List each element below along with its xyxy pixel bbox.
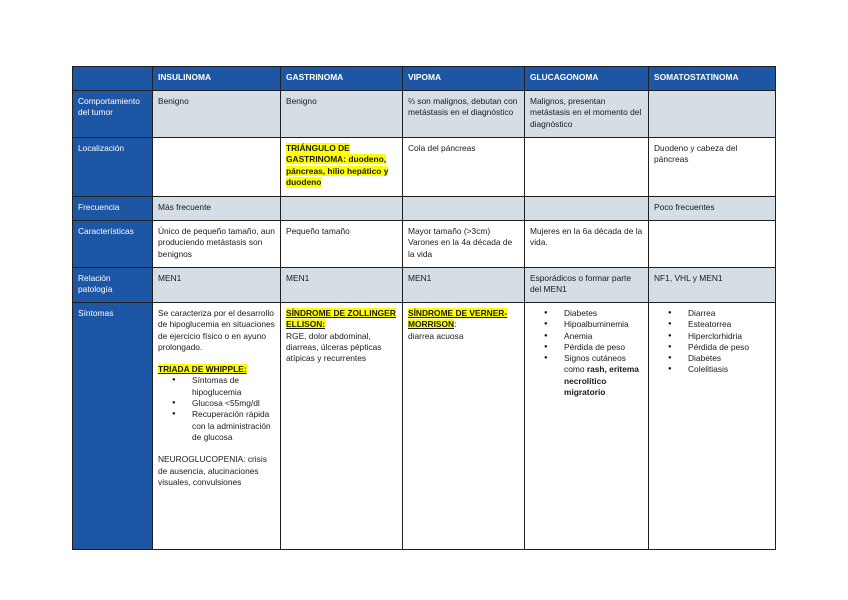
- list-item: ● Síntomas de hipoglucemia: [192, 375, 275, 398]
- list-item: ● Diabetes: [688, 353, 770, 364]
- cell-localizacion-vipoma: Cola del páncreas: [403, 138, 525, 197]
- tumor-comparison-table: [72, 66, 776, 550]
- cell-frecuencia-somatostatinoma: Poco frecuentes: [649, 197, 776, 221]
- list-item: ● Esteatorrea: [688, 319, 770, 330]
- cell-caracteristicas-gastrinoma: Pequeño tamaño: [281, 221, 403, 268]
- neuroglucopenia-text: NEUROGLUCOPENIA: crisis de ausencia, alucinaciones visuales, convulsiones: [158, 454, 267, 487]
- gastrinoma-triangle-highlight: TRIÁNGULO DE GASTRINOMA: duodeno, páncreas, hilio hepático y duodeno: [286, 143, 389, 187]
- skin-signs-text: Signos cutáneos como: [564, 353, 626, 375]
- insulinoma-intro-text: Se caracteriza por el desarrollo de hipoglucemia en situaciones de ejercicio físico o en ayuno prolongado.: [158, 308, 275, 352]
- row-label-sintomas: Síntomas: [73, 303, 153, 550]
- list-item: ● Pérdida de peso: [688, 342, 770, 353]
- cell-frecuencia-glucagonoma: [525, 197, 649, 221]
- cell-localizacion-somatostatinoma: Duodeno y cabeza del páncreas: [649, 138, 776, 197]
- cell-caracteristicas-glucagonoma: Mujeres en la 6a década de la vida.: [525, 221, 649, 268]
- header-row: [73, 67, 776, 91]
- header-glucagonoma: GLUCAGONOMA: [525, 67, 649, 91]
- row-label-localizacion: Localización: [73, 138, 153, 197]
- list-item: ● Hipoalbuminemia: [564, 319, 643, 330]
- cell-relacion-vipoma: MEN1: [403, 268, 525, 303]
- cell-sintomas-glucagonoma: [525, 303, 649, 550]
- cell-sintomas-somatostatinoma: [649, 303, 776, 550]
- cell-sintomas-gastrinoma: [281, 303, 403, 550]
- cell-sintomas-insulinoma: [153, 303, 281, 550]
- cell-localizacion-glucagonoma: [525, 138, 649, 197]
- list-item: [564, 353, 643, 398]
- vipoma-sex-age-text: Varones en la 4a década de la vida: [408, 237, 513, 259]
- whipple-triad-title: TRIADA DE WHIPPLE:: [158, 364, 247, 375]
- list-item: ● Pérdida de peso: [564, 342, 643, 353]
- header-somatostatinoma: SOMATOSTATINOMA: [649, 67, 776, 91]
- cell-caracteristicas-vipoma: [403, 221, 525, 268]
- row-caracteristicas: [73, 221, 776, 268]
- row-localizacion: [73, 138, 776, 197]
- header-corner: [73, 67, 153, 91]
- header-insulinoma: INSULINOMA: [153, 67, 281, 91]
- row-sintomas: [73, 303, 776, 550]
- cell-relacion-somatostatinoma: NF1, VHL y MEN1: [649, 268, 776, 303]
- zollinger-ellison-text: RGE, dolor abdominal, diarreas, úlceras pépticas atípicas y recurrentes: [286, 330, 382, 364]
- verner-morrison-title: SÍNDROME DE VERNER-MORRISON: [408, 308, 508, 330]
- skin-signs-bold: rash, eritema necrolítico migratorio: [564, 364, 639, 398]
- verner-morrison-text: diarrea acuosa: [408, 330, 464, 341]
- list-item: ● Glucosa <55mg/dl: [192, 398, 275, 409]
- row-frecuencia: [73, 197, 776, 221]
- cell-frecuencia-vipoma: [403, 197, 525, 221]
- verner-morrison-colon: :: [454, 319, 457, 330]
- cell-sintomas-vipoma: [403, 303, 525, 550]
- list-item: ● Colelitiasis: [688, 364, 770, 375]
- list-item: ● Recuperación rápida con la administración de glucosa: [192, 409, 275, 443]
- row-label-caracteristicas: Características: [73, 221, 153, 268]
- cell-comportamiento-somatostatinoma: [649, 91, 776, 138]
- cell-comportamiento-gastrinoma: Benigno: [281, 91, 403, 138]
- cell-comportamiento-vipoma: ⅔ son malignos, debutan con metástasis en el diagnóstico: [403, 91, 525, 138]
- zollinger-ellison-title: SÍNDROME DE ZOLLINGER ELLISON:: [286, 308, 396, 330]
- somatostatinoma-symptom-list: [654, 308, 770, 376]
- cell-frecuencia-insulinoma: Más frecuente: [153, 197, 281, 221]
- cell-frecuencia-gastrinoma: [281, 197, 403, 221]
- cell-relacion-gastrinoma: MEN1: [281, 268, 403, 303]
- row-label-frecuencia: Frecuencia: [73, 197, 153, 221]
- header-vipoma: VIPOMA: [403, 67, 525, 91]
- cell-comportamiento-glucagonoma: Malignos, presentan metástasis en el momento del diagnóstico: [525, 91, 649, 138]
- cell-relacion-glucagonoma: Esporádicos o formar parte del MEN1: [525, 268, 649, 303]
- header-gastrinoma: GASTRINOMA: [281, 67, 403, 91]
- glucagonoma-symptom-list: [530, 308, 643, 398]
- row-label-relacion: Relación patología: [73, 268, 153, 303]
- row-comportamiento: [73, 91, 776, 138]
- cell-caracteristicas-somatostatinoma: [649, 221, 776, 268]
- cell-localizacion-insulinoma: [153, 138, 281, 197]
- row-relacion: [73, 268, 776, 303]
- list-item: ● Diarrea: [688, 308, 770, 319]
- list-item: ● Anemia: [564, 331, 643, 342]
- cell-caracteristicas-insulinoma: Único de pequeño tamaño, aun produciendo metástasis son benignos: [153, 221, 281, 268]
- cell-localizacion-gastrinoma: [281, 138, 403, 197]
- list-item: ● Hiperclorhidria: [688, 331, 770, 342]
- whipple-triad-list: [158, 375, 275, 443]
- row-label-comportamiento: Comportamiento del tumor: [73, 91, 153, 138]
- cell-comportamiento-insulinoma: Benigno: [153, 91, 281, 138]
- cell-relacion-insulinoma: MEN1: [153, 268, 281, 303]
- list-item: ● Diabetes: [564, 308, 643, 319]
- vipoma-size-text: Mayor tamaño (>3cm): [408, 226, 491, 236]
